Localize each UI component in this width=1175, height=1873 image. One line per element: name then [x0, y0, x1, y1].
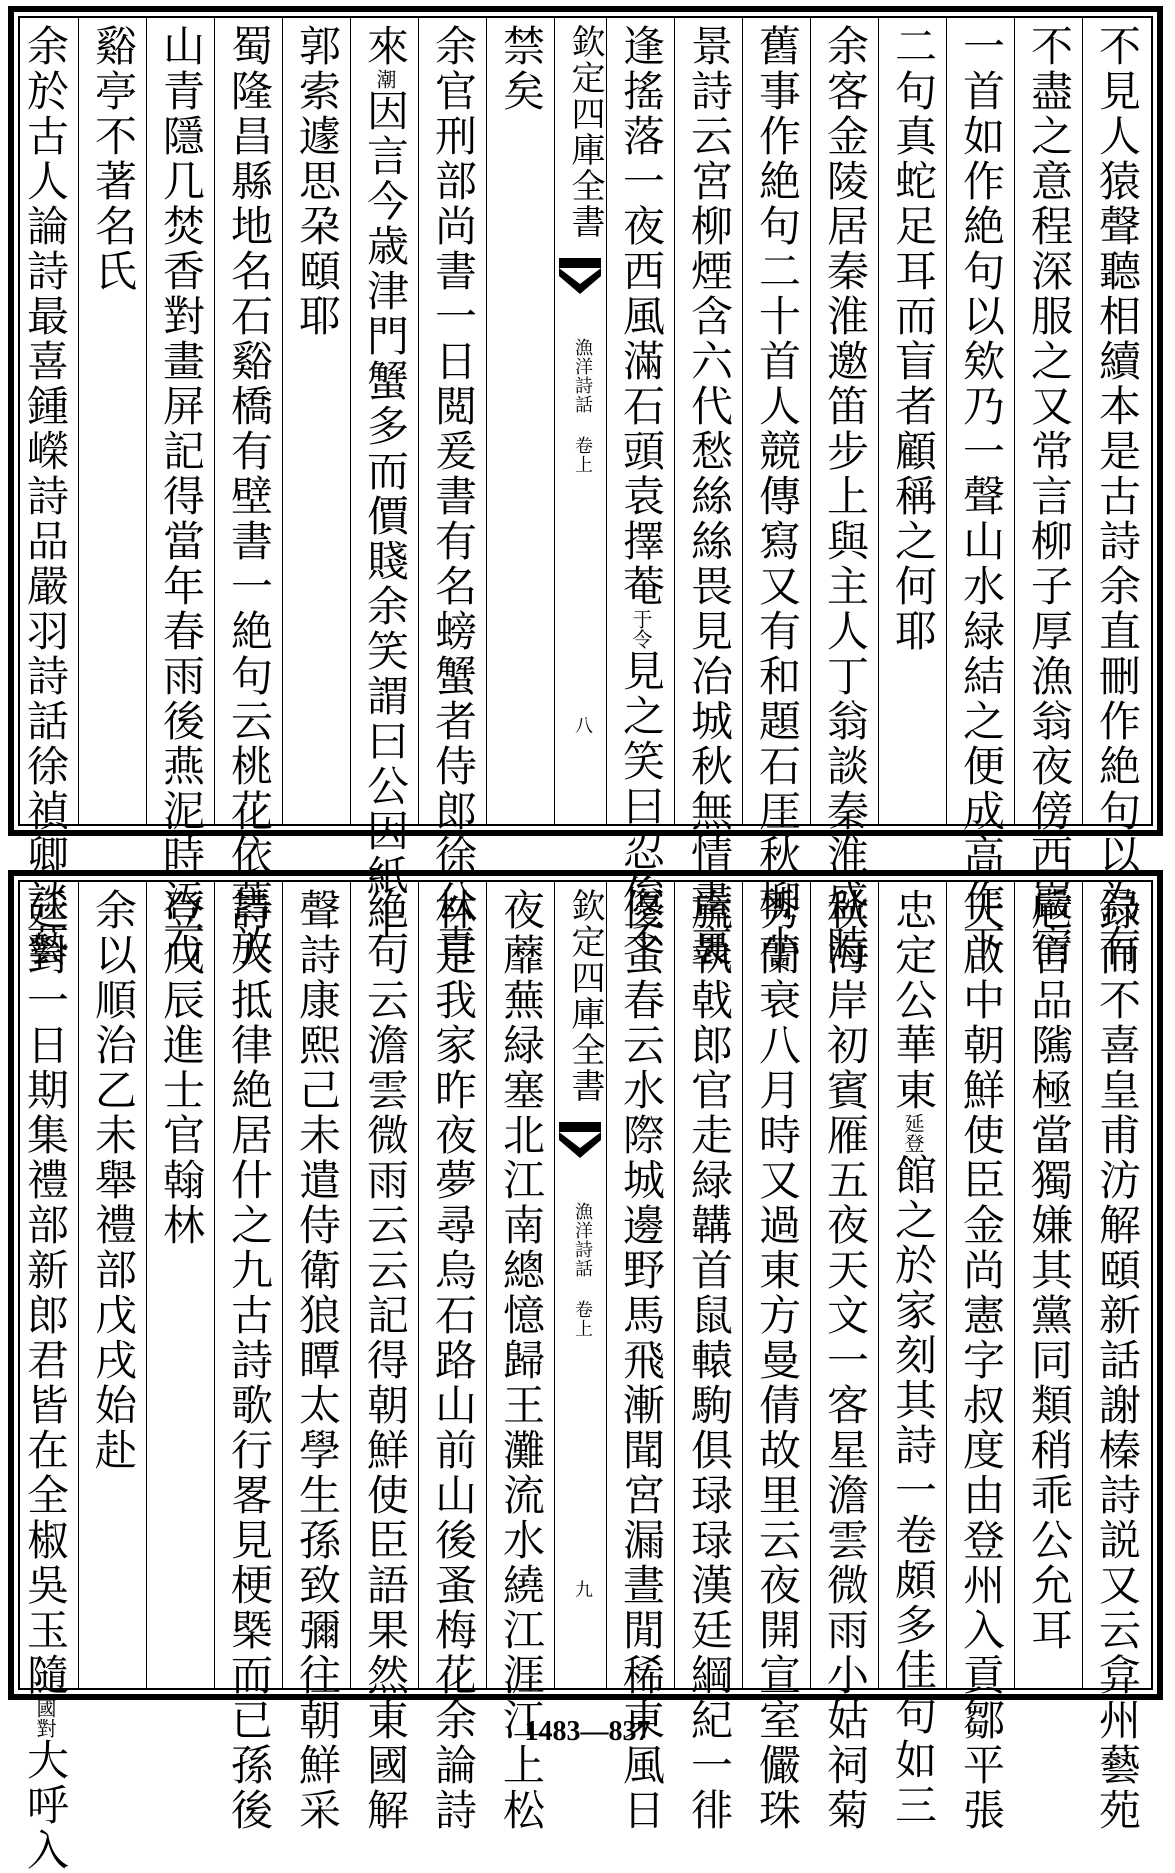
- library-title: 欽定四庫全書: [565, 888, 605, 1104]
- top-page-frame: [18, 16, 1153, 969]
- text-column: 巵言品隲極當獨嫌其黨同類稍乖公允耳: [1025, 888, 1074, 1653]
- column-rule: [878, 882, 879, 1688]
- column-rule: [146, 882, 147, 1688]
- column-rule: [418, 882, 419, 1688]
- book-title: 漁洋詩話 卷上: [572, 1202, 593, 1338]
- text-column: 不盡之意程深服之又常言柳子厚漁翁夜傍西巖宿: [1025, 24, 1074, 969]
- column-rule: [810, 18, 811, 824]
- column-rule: [810, 882, 811, 1688]
- column-tail: 因言今歳津門蟹多而價賤余笑謂曰公因紙上: [361, 89, 410, 944]
- text-column: [13, 888, 77, 1873]
- column-rule: [350, 18, 351, 824]
- text-column: 不見人猿聲聽相續本是古詩余直刪作絶句以為有: [1093, 24, 1142, 969]
- text-column: 舊事作絶句二十首人競傳寫又有和題石厓秋柳小: [753, 24, 802, 969]
- text-column: 旒執戟郎官走緑韝首鼠轅駒俱琭琭漢廷綱紀一徘: [685, 888, 734, 1833]
- text-column: 余客金陵居秦淮邀笛步上與主人丁翁談秦淮盛時: [821, 24, 870, 969]
- column-rule: [946, 18, 947, 824]
- text-column: 絶句云澹雲微雨云云記得朝鮮使臣語果然東國解: [361, 888, 410, 1833]
- column-rule: [78, 18, 79, 824]
- text-column: 優蚤春云水際城邊野馬飛漸聞宮漏晝閒稀東風日: [617, 888, 666, 1833]
- column-main: 來: [361, 24, 410, 69]
- column-rule: [1014, 882, 1015, 1688]
- column-tail: 見之笑曰忍俊不: [617, 649, 666, 964]
- interlinear-note: 國對: [33, 1698, 57, 1738]
- column-rule: [418, 18, 419, 824]
- text-column: [353, 24, 417, 944]
- column-rule: [878, 18, 879, 824]
- column-rule: [554, 882, 555, 1688]
- text-column: 谿亭不著名氏: [89, 24, 138, 294]
- text-column: 山青隱几焚香對畫屏記得當年春雨後燕泥時汚石: [157, 24, 206, 969]
- column-rule: [282, 882, 283, 1688]
- fishtail-mark-icon: [559, 1122, 601, 1162]
- text-column: 余於古人論詩最喜鍾嶸詩品嚴羽詩話徐禎卿談藝: [21, 24, 70, 969]
- column-rule: [674, 18, 675, 824]
- column-rule: [554, 18, 555, 824]
- column-rule: [674, 882, 675, 1688]
- interlinear-note: 潮: [373, 69, 397, 89]
- text-column: 録而不喜皇甫汸解頤新話謝榛詩説又云弇州藝苑: [1093, 888, 1142, 1833]
- text-column: 聲詩康熙己未遣侍衛狼瞫太學生孫致彌往朝鮮采: [293, 888, 342, 1833]
- top-page-block: [8, 6, 1163, 969]
- column-rule: [1014, 18, 1015, 824]
- text-column: 林是我家昨夜夢尋烏石路山前山後蚤梅花余論詩: [429, 888, 478, 1833]
- interlinear-note: 延登: [901, 1113, 925, 1153]
- leaf-number: 九: [572, 1580, 593, 1598]
- leaf-number: 八: [572, 716, 593, 734]
- text-column: 景詩云宮柳煙含六代愁絲絲畏見冶城秋無情畫裏: [685, 24, 734, 969]
- fold-column: [555, 18, 605, 824]
- column-rule: [214, 882, 215, 1688]
- column-tail: 館之於家刻其詩一卷頗多佳句如三: [889, 1153, 938, 1828]
- text-column: 余以順治乙未舉禮部戊戌始赴: [89, 888, 138, 1473]
- column-rule: [282, 18, 283, 824]
- interlinear-note: 于令: [629, 609, 653, 649]
- text-column: 秋海岸初賓雁五夜天文一客星澹雲微雨小姑祠菊: [821, 888, 870, 1833]
- text-column: 秀蘭衰八月時又過東方曼倩故里云夜開宣室儼珠: [753, 888, 802, 1833]
- text-column: 詩大抵律絶居什之九古詩歌行畧見梗槩而已孫後: [225, 888, 274, 1833]
- column-rule: [742, 882, 743, 1688]
- column-rule: [486, 18, 487, 824]
- column-tail: 大呼入: [21, 1738, 70, 1873]
- column-rule: [214, 18, 215, 824]
- column-main: 忠定公華東: [889, 888, 938, 1113]
- column-rule: [742, 18, 743, 824]
- text-column: 一首如作絶句以欸乃一聲山水緑結之便成高作下: [957, 24, 1006, 969]
- text-column: 二句真蛇足耳而盲者顧稱之何耶: [889, 24, 938, 654]
- text-column: [609, 24, 673, 964]
- column-rule: [946, 882, 947, 1688]
- column-rule: [146, 18, 147, 824]
- text-column: 蜀隆昌縣地名石谿橋有壁書一絶句云桃花依舊放: [225, 24, 274, 969]
- page-number: 1483—837: [524, 1716, 651, 1747]
- column-main: 逢搖落一夜西風滿石頭袁擇菴: [617, 24, 666, 609]
- column-rule: [1082, 882, 1083, 1688]
- text-column: 余官刑部尚書一日閲爰書有名螃蟹者侍郎徐公青: [429, 24, 478, 969]
- column-main: 廷對一日期集禮部新郎君皆在全椒吳玉隨: [21, 888, 70, 1698]
- column-rule: [78, 882, 79, 1688]
- text-column: 禁矣: [497, 24, 546, 114]
- column-rule: [1082, 18, 1083, 824]
- text-column: 登戊辰進士官翰林: [157, 888, 206, 1248]
- text-column: 天啟中朝鮮使臣金尚憲字叔度由登州入貢鄒平張: [957, 888, 1006, 1833]
- text-column: 郭索遽思朶頤耶: [293, 24, 342, 339]
- column-rule: [350, 882, 351, 1688]
- text-column: [881, 888, 945, 1828]
- fishtail-mark-icon: [559, 258, 601, 298]
- column-rule: [486, 882, 487, 1688]
- library-title: 欽定四庫全書: [565, 24, 605, 240]
- fold-column: [555, 882, 605, 1688]
- text-column: 夜蘼蕪緑塞北江南總憶歸王灘流水繞江涯江上松: [497, 888, 546, 1833]
- book-title: 漁洋詩話 卷上: [572, 338, 593, 474]
